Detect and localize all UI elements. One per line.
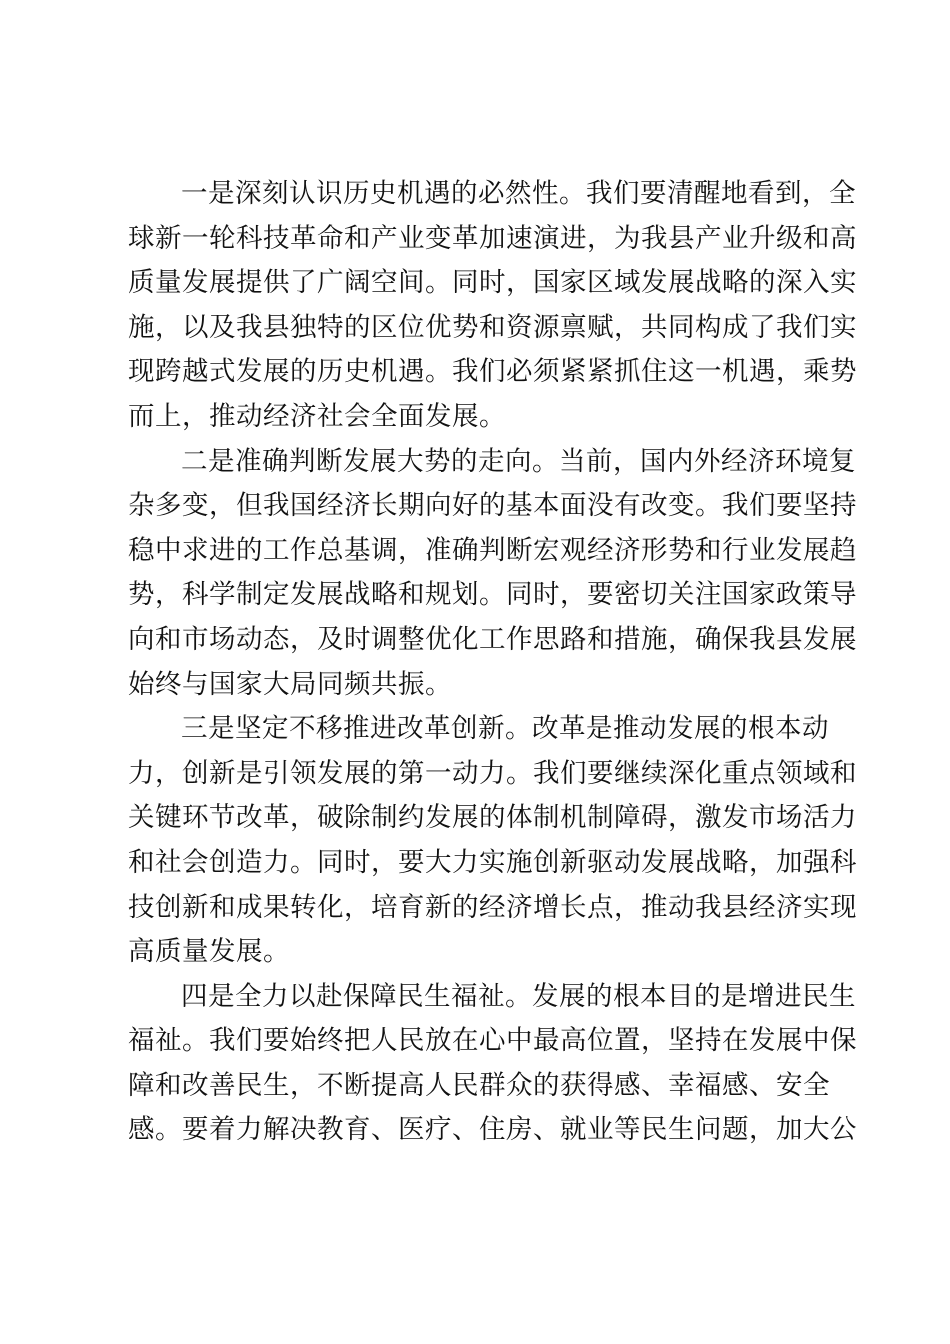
text-line: 福祉。我们要始终把人民放在心中最高位置，坚持在发展中保 [128,1025,857,1057]
text-line: 质量发展提供了广阔空间。同时，国家区域发展战略的深入实 [128,267,857,299]
text-line: 力，创新是引领发展的第一动力。我们要继续深化重点领域和 [128,757,857,789]
text-line: 障和改善民生，不断提高人民群众的获得感、幸福感、安全 [128,1069,830,1101]
text-line: 向和市场动态，及时调整优化工作思路和措施，确保我县发展 [128,623,857,655]
text-line: 杂多变，但我国经济长期向好的基本面没有改变。我们要坚持 [128,490,857,522]
document-body [128,172,857,1153]
text-line: 而上，推动经济社会全面发展。 [128,400,506,432]
paragraph-4 [128,975,857,1153]
text-line: 现跨越式发展的历史机遇。我们必须紧紧抓住这一机遇，乘势 [128,356,857,388]
text-line: 施，以及我县独特的区位优势和资源禀赋，共同构成了我们实 [128,311,857,343]
text-line: 始终与国家大局同频共振。 [128,668,452,700]
text-line: 高质量发展。 [128,936,290,968]
text-line: 感。要着力解决教育、医疗、住房、就业等民生问题，加大公 [128,1114,857,1146]
text-line: 稳中求进的工作总基调，准确判断宏观经济形势和行业发展趋 [128,534,857,566]
text-line: 技创新和成果转化，培育新的经济增长点，推动我县经济实现 [128,891,857,923]
paragraph-1 [128,172,857,440]
text-line: 和社会创造力。同时，要大力实施创新驱动发展战略，加强科 [128,846,857,878]
text-line: 二是准确判断发展大势的走向。当前，国内外经济环境复 [181,445,856,477]
text-line: 一是深刻认识历史机遇的必然性。我们要清醒地看到，全 [181,178,856,209]
text-line: 四是全力以赴保障民生福祉。发展的根本目的是增进民生 [181,980,856,1012]
text-line: 势，科学制定发展战略和规划。同时，要密切关注国家政策导 [128,579,857,611]
text-line: 三是坚定不移推进改革创新。改革是推动发展的根本动 [181,713,829,745]
paragraph-2 [128,440,857,708]
text-line: 球新一轮科技革命和产业变革加速演进，为我县产业升级和高 [128,222,857,254]
text-line: 关键环节改革，破除制约发展的体制机制障碍，激发市场活力 [128,802,857,834]
paragraph-3 [128,707,857,975]
